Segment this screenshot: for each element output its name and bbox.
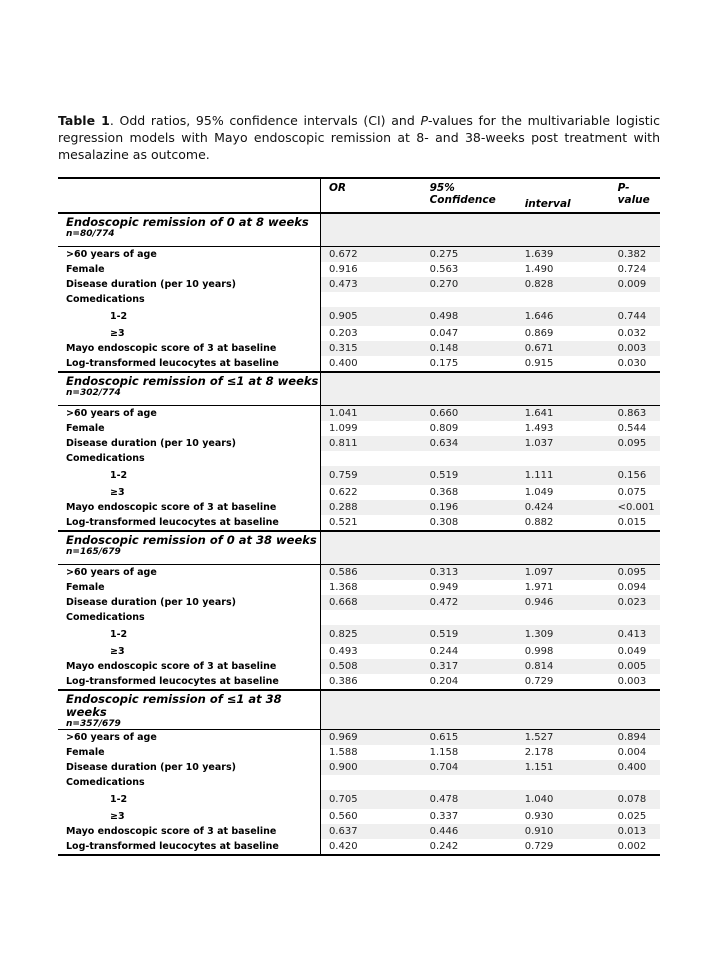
table-row <box>58 277 660 292</box>
row-label: Log-transformed leucocytes at baseline <box>66 358 279 369</box>
cell-pvalue <box>610 451 660 466</box>
cell-pvalue: 0.095 <box>610 436 660 451</box>
cell-ci-lower: 0.519 <box>422 625 517 644</box>
cell-ci-lower: 0.275 <box>422 247 517 263</box>
section-title: Endoscopic remission of 0 at 8 weeks <box>66 215 309 229</box>
cell-ci-upper: 0.882 <box>524 517 554 528</box>
table-row <box>58 292 660 307</box>
header-or: OR <box>320 178 421 213</box>
cell-ci-upper: 1.309 <box>517 625 610 644</box>
cell-ci-upper: 0.910 <box>517 824 610 839</box>
cell-ci-upper: 1.639 <box>517 247 610 263</box>
table-body <box>58 213 660 855</box>
header-blank <box>58 178 320 213</box>
table-row <box>58 839 660 855</box>
cell-pvalue: 0.025 <box>617 811 647 822</box>
cell-pvalue: 0.744 <box>610 307 660 326</box>
header-ci <box>422 178 517 213</box>
row-label: Comedications <box>66 294 145 305</box>
row-label: Disease duration (per 10 years) <box>66 438 236 449</box>
table-row <box>58 745 660 760</box>
cell-pvalue: 0.030 <box>617 358 647 369</box>
cell-or: 0.811 <box>320 436 421 451</box>
cell-pvalue: 0.009 <box>610 277 660 292</box>
table-row <box>58 247 660 263</box>
cell-pvalue <box>610 292 660 307</box>
cell-or <box>320 775 421 790</box>
caption-text-b: -values for the multivariable logistic regression models with Mayo endoscopic remission at 8- and 38-weeks post treatment with mesalazine as outcome. <box>58 113 660 162</box>
caption-p-italic: P <box>420 113 429 128</box>
cell-pvalue: 0.013 <box>610 824 660 839</box>
header-ci-line1: 95% <box>429 182 455 194</box>
cell-or: 0.315 <box>320 341 421 356</box>
cell-ci-lower: 0.148 <box>422 341 517 356</box>
cell-or: 0.288 <box>320 500 421 515</box>
cell-ci-lower: 0.244 <box>429 646 459 657</box>
cell-ci-lower: 0.368 <box>429 487 459 498</box>
table-row <box>58 644 660 659</box>
row-label: Mayo endoscopic score of 3 at baseline <box>66 343 277 354</box>
cell-pvalue: 0.004 <box>617 747 647 758</box>
cell-pvalue: 0.724 <box>617 264 647 275</box>
cell-ci-upper: 0.424 <box>517 500 610 515</box>
section-n: n=302/774 <box>66 388 121 398</box>
cell-ci-upper: 1.971 <box>524 582 554 593</box>
table-row <box>58 451 660 466</box>
row-label: ≥3 <box>110 328 125 339</box>
cell-or: 0.586 <box>320 565 421 581</box>
cell-ci-lower: 0.317 <box>422 659 517 674</box>
table-row <box>58 485 660 500</box>
cell-ci-lower: 0.204 <box>429 676 459 687</box>
cell-pvalue: 0.413 <box>610 625 660 644</box>
section-fill <box>320 531 660 565</box>
row-label: Disease duration (per 10 years) <box>66 279 236 290</box>
cell-or: 0.493 <box>320 644 421 659</box>
row-label: >60 years of age <box>66 249 157 260</box>
cell-pvalue <box>610 775 660 790</box>
cell-ci-lower <box>422 451 517 466</box>
section-header <box>58 213 660 247</box>
table-row <box>58 341 660 356</box>
row-label: ≥3 <box>110 646 125 657</box>
cell-pvalue: 0.094 <box>617 582 647 593</box>
cell-pvalue: 0.005 <box>610 659 660 674</box>
cell-ci-upper: 1.493 <box>524 423 554 434</box>
cell-pvalue: 0.075 <box>617 487 647 498</box>
cell-ci-upper: 1.111 <box>517 466 610 485</box>
cell-or: 1.041 <box>320 406 421 422</box>
cell-pvalue: 0.095 <box>610 565 660 581</box>
cell-ci-upper: 0.930 <box>524 811 554 822</box>
cell-pvalue: 0.078 <box>610 790 660 809</box>
cell-ci-lower: 0.660 <box>422 406 517 422</box>
cell-ci-lower <box>422 775 517 790</box>
row-label: Disease duration (per 10 years) <box>66 762 236 773</box>
table-row <box>58 610 660 625</box>
cell-or <box>320 292 421 307</box>
row-label: 1-2 <box>110 794 128 805</box>
cell-ci-lower: 0.308 <box>429 517 459 528</box>
cell-ci-upper: 0.946 <box>517 595 610 610</box>
cell-or: 0.672 <box>320 247 421 263</box>
header-pvalue <box>610 178 660 213</box>
caption-text-a: . Odd ratios, 95% confidence intervals (CI) and <box>109 113 421 128</box>
table-row <box>58 356 660 372</box>
section-header <box>58 690 660 730</box>
cell-or: 1.588 <box>320 745 421 760</box>
cell-or: 0.637 <box>320 824 421 839</box>
table-row <box>58 824 660 839</box>
cell-ci-lower: 0.809 <box>429 423 459 434</box>
row-label: ≥3 <box>110 487 125 498</box>
cell-or: 0.705 <box>320 790 421 809</box>
cell-ci-upper: 1.040 <box>517 790 610 809</box>
cell-ci-upper: 0.828 <box>517 277 610 292</box>
cell-or: 0.969 <box>320 730 421 746</box>
header-p-line2: value <box>617 194 650 206</box>
section-title: Endoscopic remission of ≤1 at 38 weeks <box>66 692 282 719</box>
table-row <box>58 674 660 690</box>
cell-or: 1.368 <box>320 580 421 595</box>
row-label: Comedications <box>66 777 145 788</box>
section-n: n=357/679 <box>66 719 121 729</box>
cell-ci-lower <box>422 610 517 625</box>
cell-ci-lower: 0.949 <box>429 582 459 593</box>
row-label: Female <box>66 582 105 593</box>
results-table <box>58 177 660 856</box>
cell-pvalue: 0.156 <box>610 466 660 485</box>
cell-ci-lower: 0.615 <box>422 730 517 746</box>
cell-ci-upper: 1.490 <box>524 264 554 275</box>
table-row <box>58 595 660 610</box>
cell-or: 0.420 <box>320 839 421 855</box>
cell-or: 0.521 <box>320 515 421 531</box>
section-n: n=165/679 <box>66 547 121 557</box>
cell-ci-upper: 1.527 <box>517 730 610 746</box>
cell-or: 1.099 <box>320 421 421 436</box>
cell-pvalue: 0.032 <box>617 328 647 339</box>
cell-or: 0.473 <box>320 277 421 292</box>
cell-ci-lower: 0.498 <box>422 307 517 326</box>
row-label: Log-transformed leucocytes at baseline <box>66 517 279 528</box>
cell-ci-lower: 0.270 <box>422 277 517 292</box>
table-row <box>58 775 660 790</box>
cell-or: 0.825 <box>320 625 421 644</box>
section-title: Endoscopic remission of ≤1 at 8 weeks <box>66 374 319 388</box>
section-n: n=80/774 <box>66 229 115 239</box>
section-title-cell <box>58 372 320 406</box>
section-title-cell <box>58 531 320 565</box>
table-row <box>58 406 660 422</box>
cell-ci-lower <box>422 292 517 307</box>
table-caption <box>58 112 660 163</box>
table-row <box>58 730 660 746</box>
table-row <box>58 307 660 326</box>
cell-ci-lower: 0.337 <box>429 811 459 822</box>
table-row <box>58 580 660 595</box>
cell-pvalue: 0.400 <box>610 760 660 775</box>
cell-ci-upper <box>517 292 610 307</box>
cell-ci-upper: 1.151 <box>517 760 610 775</box>
row-label: Female <box>66 264 105 275</box>
cell-or <box>320 610 421 625</box>
header-p-line1: P- <box>617 182 630 194</box>
header-ci-line2: Confidence <box>429 194 496 206</box>
section-header <box>58 531 660 565</box>
cell-or: 0.508 <box>320 659 421 674</box>
section-fill <box>320 372 660 406</box>
cell-ci-upper <box>517 610 610 625</box>
cell-pvalue: <0.001 <box>610 500 660 515</box>
row-label: Mayo endoscopic score of 3 at baseline <box>66 661 277 672</box>
cell-ci-lower: 0.563 <box>429 264 459 275</box>
section-title-cell <box>58 690 320 730</box>
cell-or: 0.905 <box>320 307 421 326</box>
cell-pvalue: 0.894 <box>610 730 660 746</box>
cell-ci-lower: 0.313 <box>422 565 517 581</box>
cell-ci-lower: 0.047 <box>429 328 459 339</box>
row-label: Female <box>66 747 105 758</box>
cell-ci-upper: 0.869 <box>524 328 554 339</box>
table-row <box>58 262 660 277</box>
row-label: Comedications <box>66 453 145 464</box>
table-row <box>58 760 660 775</box>
cell-ci-upper: 1.646 <box>517 307 610 326</box>
cell-ci-upper <box>517 775 610 790</box>
cell-pvalue: 0.002 <box>610 839 660 855</box>
cell-pvalue: 0.003 <box>610 341 660 356</box>
cell-or: 0.759 <box>320 466 421 485</box>
cell-ci-lower: 0.196 <box>422 500 517 515</box>
cell-pvalue: 0.023 <box>610 595 660 610</box>
table-row <box>58 565 660 581</box>
cell-pvalue: 0.003 <box>617 676 647 687</box>
cell-or <box>320 451 421 466</box>
cell-or: 0.400 <box>320 356 421 372</box>
row-label: Female <box>66 423 105 434</box>
header-row <box>58 178 660 213</box>
cell-ci-upper: 0.671 <box>517 341 610 356</box>
cell-or: 0.668 <box>320 595 421 610</box>
row-label: 1-2 <box>110 629 128 640</box>
row-label: Log-transformed leucocytes at baseline <box>58 839 320 855</box>
table-row <box>58 515 660 531</box>
table-row <box>58 809 660 824</box>
row-label: Log-transformed leucocytes at baseline <box>66 676 279 687</box>
cell-ci-lower: 0.519 <box>422 466 517 485</box>
section-header <box>58 372 660 406</box>
row-label: Mayo endoscopic score of 3 at baseline <box>66 826 277 837</box>
table-row <box>58 790 660 809</box>
cell-ci-lower: 0.472 <box>422 595 517 610</box>
cell-or: 0.900 <box>320 760 421 775</box>
cell-pvalue: 0.863 <box>610 406 660 422</box>
row-label: 1-2 <box>110 311 128 322</box>
row-label: >60 years of age <box>66 408 157 419</box>
cell-ci-lower: 0.704 <box>422 760 517 775</box>
row-label: Mayo endoscopic score of 3 at baseline <box>66 502 277 513</box>
cell-ci-lower: 0.446 <box>422 824 517 839</box>
header-interval: interval <box>517 178 610 213</box>
cell-ci-lower: 0.242 <box>422 839 517 855</box>
cell-or: 0.622 <box>320 485 421 500</box>
cell-ci-upper: 1.049 <box>524 487 554 498</box>
table-row <box>58 436 660 451</box>
cell-ci-upper: 0.915 <box>524 358 554 369</box>
cell-ci-upper: 2.178 <box>524 747 554 758</box>
cell-pvalue: 0.015 <box>617 517 647 528</box>
cell-pvalue: 0.544 <box>617 423 647 434</box>
cell-ci-upper <box>517 451 610 466</box>
cell-pvalue: 0.382 <box>610 247 660 263</box>
cell-ci-upper: 1.641 <box>517 406 610 422</box>
cell-ci-upper: 1.037 <box>517 436 610 451</box>
cell-ci-upper: 0.729 <box>517 839 610 855</box>
cell-or: 0.386 <box>320 674 421 690</box>
table-row <box>58 421 660 436</box>
cell-or: 0.203 <box>320 326 421 341</box>
cell-or: 0.560 <box>320 809 421 824</box>
cell-ci-lower: 0.478 <box>422 790 517 809</box>
table-row <box>58 500 660 515</box>
section-title: Endoscopic remission of 0 at 38 weeks <box>66 533 317 547</box>
cell-ci-lower: 0.175 <box>429 358 459 369</box>
cell-ci-lower: 0.634 <box>422 436 517 451</box>
cell-pvalue <box>610 610 660 625</box>
row-label: Comedications <box>66 612 145 623</box>
cell-ci-upper: 0.814 <box>517 659 610 674</box>
table-row <box>58 659 660 674</box>
row-label: >60 years of age <box>66 567 157 578</box>
cell-ci-upper: 0.729 <box>524 676 554 687</box>
cell-ci-upper: 0.998 <box>524 646 554 657</box>
table-row <box>58 466 660 485</box>
row-label: 1-2 <box>110 470 128 481</box>
cell-ci-upper: 1.097 <box>517 565 610 581</box>
caption-label: Table 1 <box>58 113 110 128</box>
cell-ci-lower: 1.158 <box>429 747 459 758</box>
section-fill <box>320 690 660 730</box>
section-fill <box>320 213 660 247</box>
row-label: Disease duration (per 10 years) <box>66 597 236 608</box>
row-label: >60 years of age <box>66 732 157 743</box>
cell-pvalue: 0.049 <box>617 646 647 657</box>
table-row <box>58 326 660 341</box>
row-label: ≥3 <box>110 811 125 822</box>
table-row <box>58 625 660 644</box>
section-title-cell <box>58 213 320 247</box>
cell-or: 0.916 <box>320 262 421 277</box>
